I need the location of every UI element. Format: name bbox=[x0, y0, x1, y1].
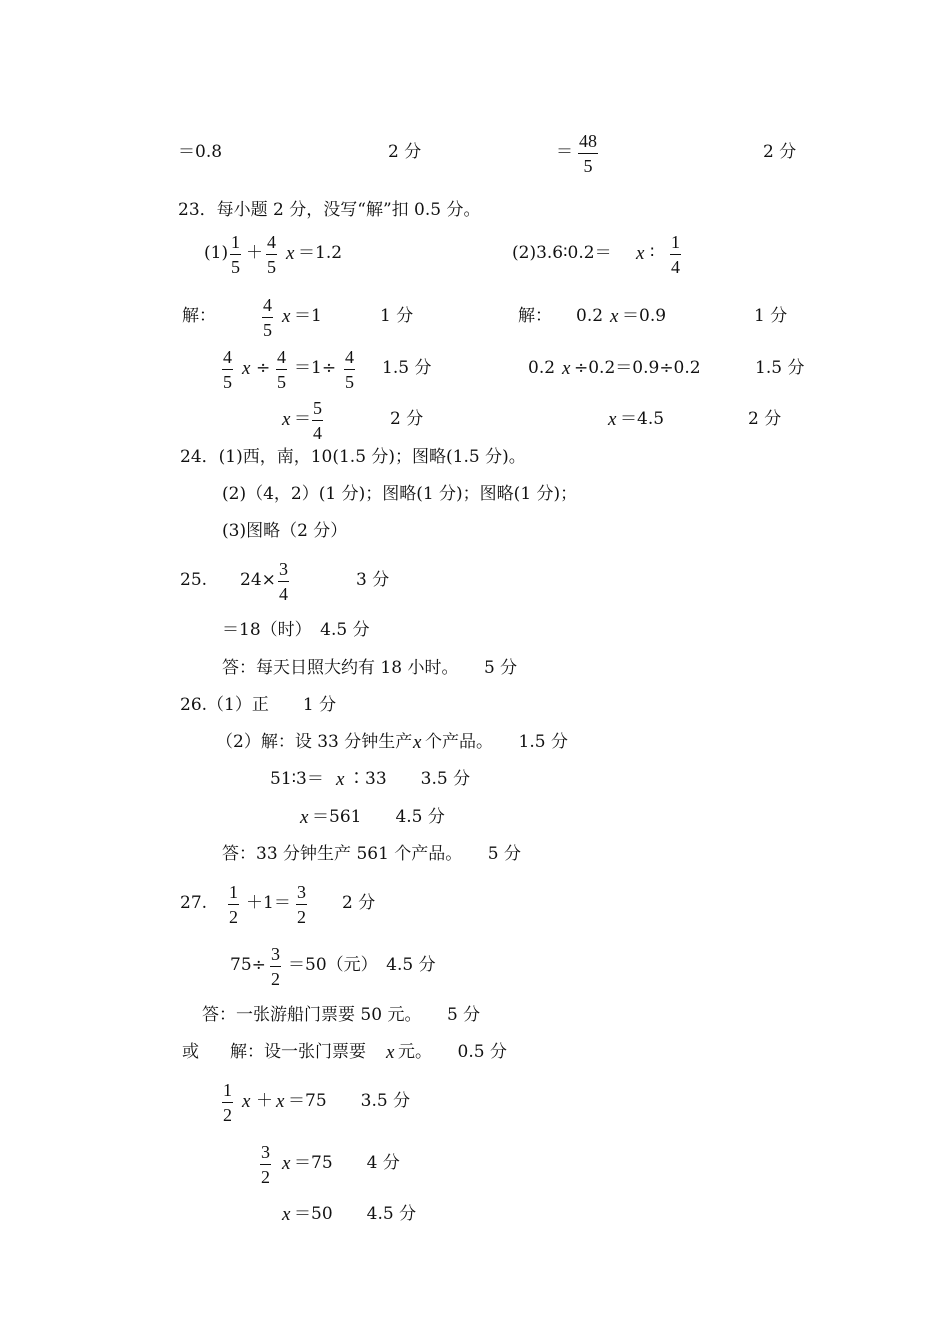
equation-text: 75÷ bbox=[230, 955, 266, 975]
fraction: 3 2 bbox=[297, 882, 306, 927]
score-text: 2 分 bbox=[342, 893, 376, 913]
variable-x: x bbox=[282, 409, 291, 430]
equation-text: 51∶3＝ bbox=[270, 769, 324, 789]
fraction: 4 5 bbox=[263, 295, 272, 340]
equation-text: ＋ bbox=[246, 243, 263, 263]
answer-text: 答：每天日照大约有 18 小时。 5 分 bbox=[222, 658, 518, 678]
variable-x: x bbox=[562, 358, 571, 379]
fraction: 1 4 bbox=[671, 232, 680, 277]
fraction: 48 5 bbox=[579, 131, 597, 176]
equation-text: ＝50 4.5 分 bbox=[294, 1204, 417, 1224]
solution-label: 解： bbox=[182, 306, 216, 326]
equation-text: 0.2 bbox=[528, 358, 556, 378]
score-text: 2 分 bbox=[390, 409, 424, 429]
variable-x: x bbox=[242, 358, 251, 379]
equation-text: ＝561 4.5 分 bbox=[312, 807, 445, 827]
score-text: 1 分 bbox=[380, 306, 414, 326]
equation-text: ＋1＝ bbox=[246, 893, 291, 913]
alt-label: 或 bbox=[182, 1042, 199, 1062]
equation-text: 0.2 bbox=[576, 306, 604, 326]
variable-x: x bbox=[413, 732, 422, 753]
equation-text: ＝1 bbox=[294, 306, 322, 326]
variable-x: x bbox=[242, 1091, 251, 1112]
question-26-line: 个产品。 1.5 分 bbox=[425, 732, 568, 752]
equation-text: ＝1.2 bbox=[298, 243, 343, 263]
fraction: 3 4 bbox=[279, 559, 288, 604]
variable-x: x bbox=[286, 243, 295, 264]
variable-x: x bbox=[636, 243, 645, 264]
fraction: 3 2 bbox=[261, 1142, 270, 1187]
variable-x: x bbox=[610, 306, 619, 327]
equation-text: ＋ bbox=[256, 1091, 273, 1111]
variable-x: x bbox=[282, 1153, 291, 1174]
score-text: 2 分 bbox=[748, 409, 782, 429]
fraction: 3 2 bbox=[271, 944, 280, 989]
fraction: 4 5 bbox=[223, 347, 232, 392]
question-26-line: 26.（1）正 1 分 bbox=[180, 695, 337, 715]
question-24-line: (3)图略（2 分） bbox=[222, 521, 348, 541]
variable-x: x bbox=[300, 807, 309, 828]
part-label: (1) bbox=[204, 243, 229, 263]
fraction: 4 5 bbox=[267, 232, 276, 277]
solution-text: 解：设一张门票要 bbox=[230, 1042, 366, 1062]
score-text: 1.5 分 bbox=[755, 358, 805, 378]
question-25-label: 25. bbox=[180, 570, 208, 590]
equation-text: ＝0.8 bbox=[178, 142, 223, 162]
equation-text: ÷0.2＝0.9÷0.2 bbox=[574, 358, 701, 378]
fraction: 5 4 bbox=[313, 398, 322, 443]
fraction: 1 2 bbox=[223, 1080, 232, 1125]
part-label: (2)3.6∶0.2＝ bbox=[512, 243, 612, 263]
question-27-label: 27. bbox=[180, 893, 208, 913]
equation-text: ＝18（时） 4.5 分 bbox=[222, 620, 370, 640]
equation-text: ∶33 3.5 分 bbox=[348, 769, 471, 789]
equation-text: ＝ bbox=[556, 142, 573, 162]
equation-text: 24× bbox=[240, 570, 276, 590]
answer-text: 答：一张游船门票要 50 元。 5 分 bbox=[202, 1005, 481, 1025]
fraction: 1 5 bbox=[231, 232, 240, 277]
question-24-line: 24．(1)西，南，10(1.5 分)；图略(1.5 分)。 bbox=[180, 447, 526, 467]
score-text: 2 分 bbox=[763, 142, 797, 162]
equation-text: ＝50（元） 4.5 分 bbox=[288, 955, 436, 975]
answer-text: 答：33 分钟生产 561 个产品。 5 分 bbox=[222, 844, 522, 864]
fraction: 1 2 bbox=[229, 882, 238, 927]
question-23-title: 23．每小题 2 分，没写“解”扣 0.5 分。 bbox=[178, 200, 481, 220]
equation-text: ＝0.9 bbox=[622, 306, 667, 326]
question-26-line: （2）解：设 33 分钟生产 bbox=[216, 732, 413, 752]
solution-label: 解： bbox=[518, 306, 552, 326]
variable-x: x bbox=[282, 306, 291, 327]
equation-text: ＝ bbox=[294, 409, 311, 429]
fraction: 4 5 bbox=[277, 347, 286, 392]
score-text: 1.5 分 bbox=[382, 358, 432, 378]
variable-x: x bbox=[386, 1042, 395, 1063]
equation-text: ＝4.5 bbox=[620, 409, 665, 429]
variable-x: x bbox=[608, 409, 617, 430]
score-text: 1 分 bbox=[754, 306, 788, 326]
equation-text: ∶ bbox=[650, 243, 655, 263]
score-text: 2 分 bbox=[388, 142, 422, 162]
equation-text: ＝75 3.5 分 bbox=[288, 1091, 411, 1111]
equation-text: ＝75 4 分 bbox=[294, 1153, 400, 1173]
variable-x: x bbox=[336, 769, 345, 790]
variable-x: x bbox=[282, 1204, 291, 1225]
equation-text: ＝1÷ bbox=[294, 358, 337, 378]
question-24-line: (2)（4，2）(1 分)；图略(1 分)；图略(1 分)； bbox=[222, 484, 578, 504]
score-text: 3 分 bbox=[356, 570, 390, 590]
solution-text: 元。 0.5 分 bbox=[398, 1042, 507, 1062]
equation-text: ÷ bbox=[256, 358, 271, 378]
fraction: 4 5 bbox=[345, 347, 354, 392]
variable-x: x bbox=[276, 1091, 285, 1112]
